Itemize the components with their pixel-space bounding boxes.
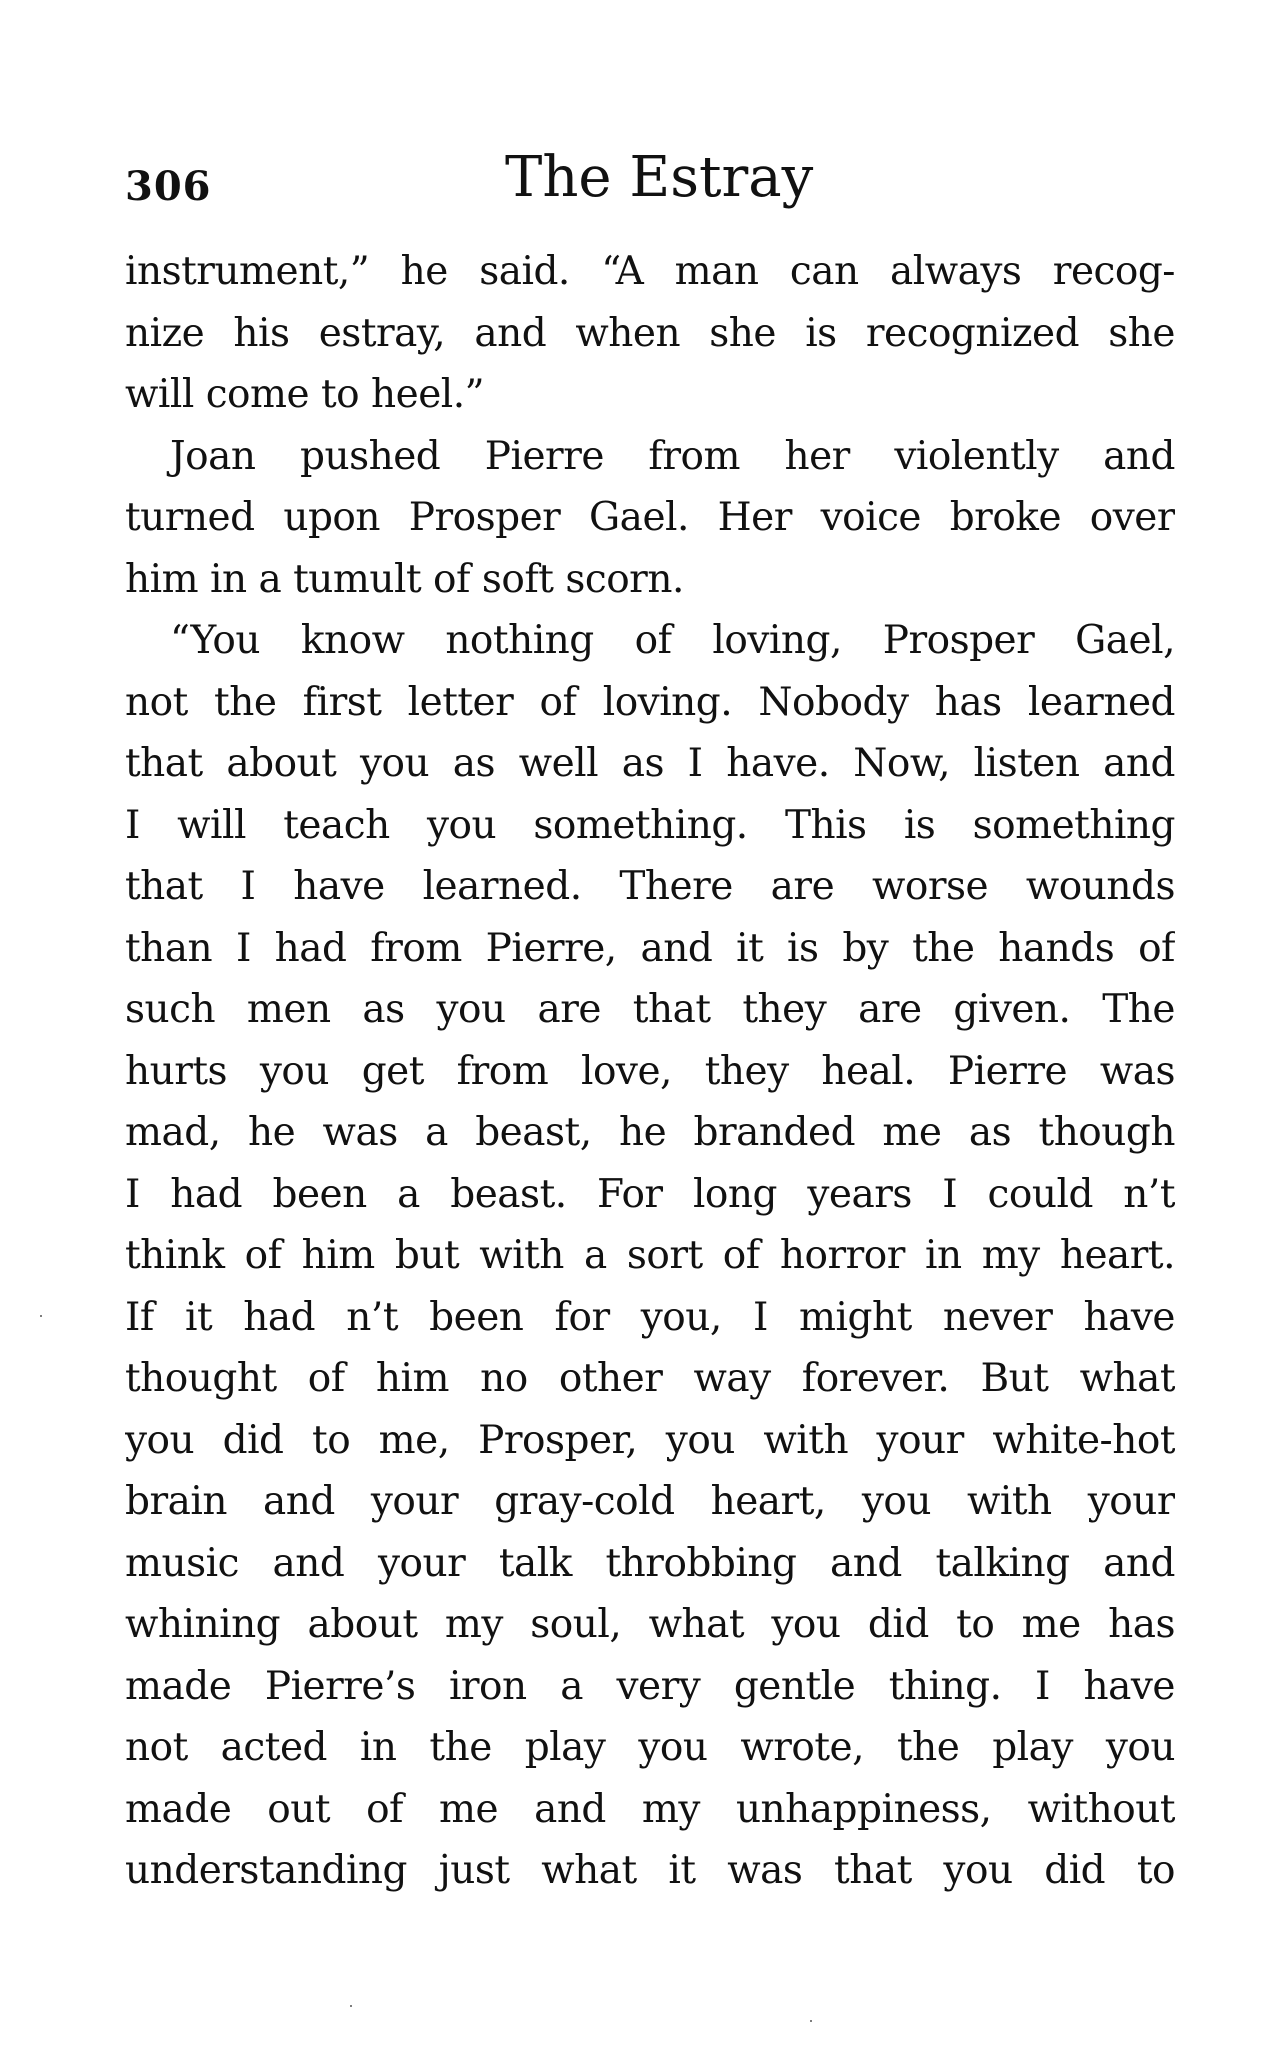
scan-speck [810, 2020, 812, 2022]
text-line: you did to me, Prosper, you with your white-hot [125, 1417, 1175, 1463]
text-line: mad, he was a beast, he branded me as though [125, 1110, 1175, 1155]
body-text [125, 241, 1175, 1902]
text-line: nize his estray, and when she is recognized she [125, 310, 1175, 356]
scan-speck [350, 2005, 352, 2007]
text-line: not acted in the play you wrote, the play you [125, 1725, 1175, 1770]
text-line: think of him but with a sort of horror in my heart. [125, 1233, 1175, 1278]
text-line: music and your talk throbbing and talking and [125, 1540, 1175, 1586]
text-line: I had been a beast. For long years I could n’t [125, 1171, 1175, 1217]
text-line: “You know nothing of loving, Prosper Gael, [170, 618, 1175, 663]
text-line: I will teach you something. This is something [125, 802, 1175, 848]
text-line: turned upon Prosper Gael. Her voice broke over [125, 495, 1175, 540]
text-line: brain and your gray-cold heart, you with your [125, 1479, 1175, 1524]
text-line: thought of him no other way forever. But what [125, 1356, 1175, 1401]
text-line: whining about my soul, what you did to me has [125, 1602, 1175, 1647]
text-line: made out of me and my unhappiness, without [125, 1786, 1175, 1832]
text-line: than I had from Pierre, and it is by the hands of [125, 925, 1175, 971]
text-line: not the first letter of loving. Nobody has learned [125, 679, 1175, 725]
page-number: 306 [125, 163, 212, 210]
text-line: will come to heel.” [125, 372, 485, 417]
text-line: If it had n’t been for you, I might never have [125, 1294, 1175, 1340]
text-line: hurts you get from love, they heal. Pierre was [125, 1048, 1175, 1094]
text-line: instrument,” he said. “A man can always recog- [125, 249, 1175, 294]
scan-speck [40, 1315, 42, 1317]
text-line: understanding just what it was that you did to [125, 1848, 1175, 1893]
running-title: The Estray [505, 145, 814, 210]
text-line: him in a tumult of soft scorn. [125, 556, 684, 602]
text-line: made Pierre’s iron a very gentle thing. I have [125, 1663, 1175, 1709]
page-header [125, 145, 1175, 225]
text-line: such men as you are that they are given. The [125, 987, 1175, 1032]
text-line: that I have learned. There are worse wounds [125, 864, 1175, 909]
text-line: that about you as well as I have. Now, listen and [125, 741, 1175, 786]
text-line: Joan pushed Pierre from her violently and [170, 433, 1175, 479]
